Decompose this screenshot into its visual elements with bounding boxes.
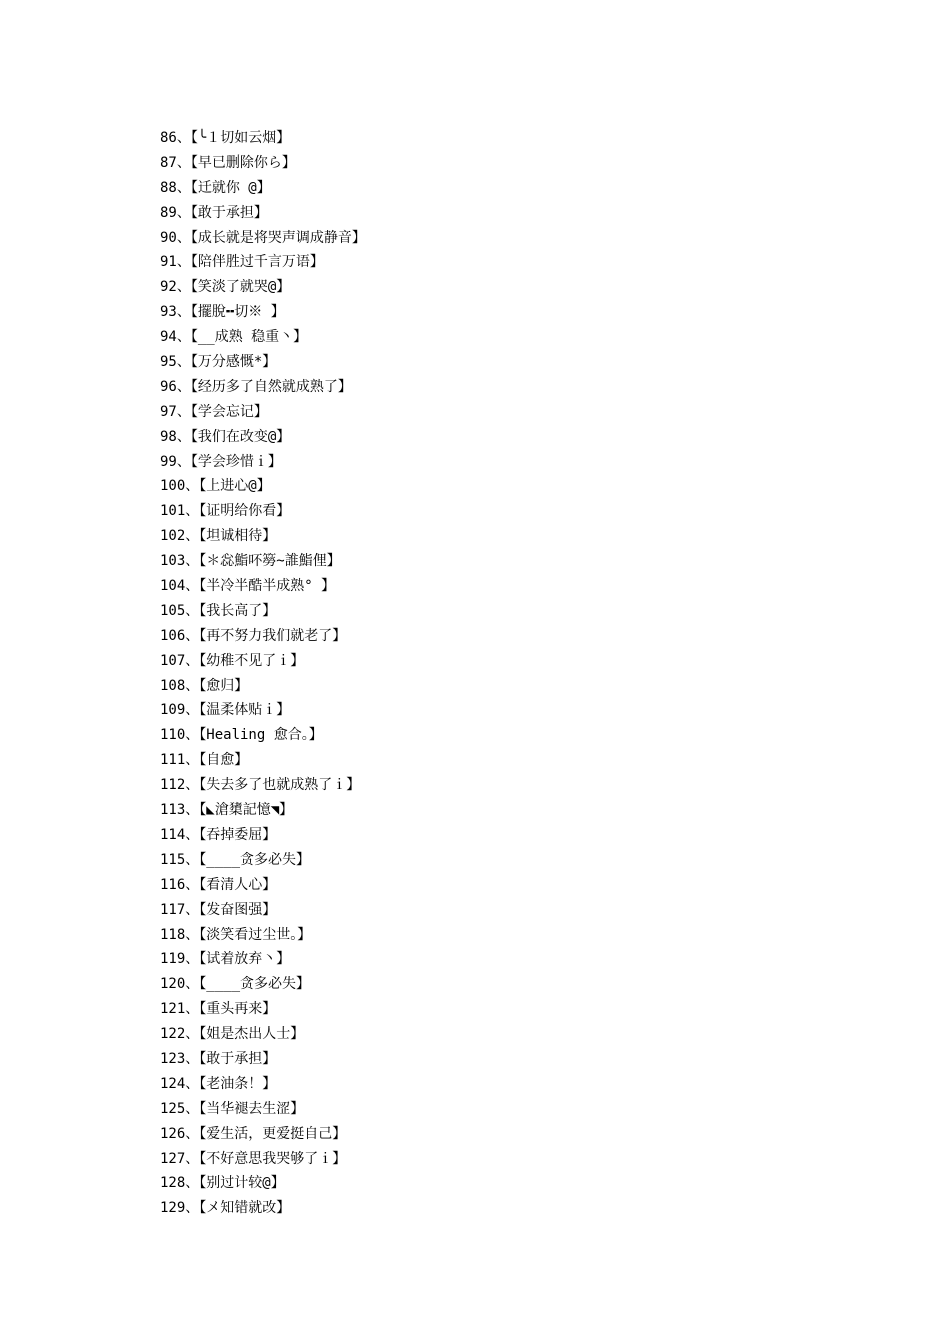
list-item: 95、【万分感慨*】	[160, 354, 277, 371]
list-item: 90、【成长就是将哭声调成静音】	[160, 229, 366, 246]
list-item: 87、【早已删除你ら】	[160, 154, 296, 171]
list-item: 100、【上进心@】	[160, 478, 271, 495]
list-item: 119、【试着放弃丶】	[160, 951, 291, 968]
list-item: 106、【再不努力我们就老了】	[160, 627, 347, 644]
list-item: 122、【姐是杰出人士】	[160, 1026, 305, 1043]
list-item: 102、【坦诚相待】	[160, 528, 277, 545]
list-item: 128、【别过计较@】	[160, 1175, 285, 1192]
list-item: 108、【愈归】	[160, 677, 249, 694]
list-item: 114、【吞掉委屈】	[160, 826, 277, 843]
list-item: 107、【幼稚不见了ｉ】	[160, 652, 305, 669]
list-item: 98、【我们在改变@】	[160, 428, 291, 445]
list-item: 110、【Healing 愈合。】	[160, 727, 323, 744]
list-item: 96、【经历多了自然就成熟了】	[160, 378, 352, 395]
list-item: 99、【学会珍惜ｉ】	[160, 453, 282, 470]
list-item: 116、【看清人心】	[160, 876, 277, 893]
list-item: 124、【老油条！】	[160, 1075, 277, 1092]
list-item: 88、【迁就你 @】	[160, 179, 271, 196]
list-item: 113、【◣滄橥記憶◥】	[160, 802, 294, 819]
numbered-list	[160, 126, 366, 1221]
list-item: 118、【淡笑看过尘世。】	[160, 926, 312, 943]
list-item: 97、【学会忘记】	[160, 403, 268, 420]
list-item: 86、【╰１切如云烟】	[160, 130, 291, 146]
list-item: 109、【温柔体贴ｉ】	[160, 702, 291, 719]
list-item: 91、【陪伴胜过千言万语】	[160, 254, 324, 271]
list-item: 105、【我长高了】	[160, 602, 277, 619]
list-item: 129、【メ知错就改】	[160, 1200, 291, 1217]
list-item: 115、【____贪多必失】	[160, 851, 311, 868]
list-item: 94、【__成熟 稳重丶】	[160, 329, 308, 346]
list-item: 112、【失去多了也就成熟了ｉ】	[160, 777, 361, 794]
list-item: 120、【____贪多必失】	[160, 976, 311, 993]
list-item: 117、【发奋图强】	[160, 901, 277, 918]
list-item: 123、【敢于承担】	[160, 1050, 277, 1067]
list-item: 103、【＊惢鮨吥簩~誰鮨俚】	[160, 553, 341, 570]
list-item: 89、【敢于承担】	[160, 204, 268, 221]
list-item: 93、【擺脫╍切※ 】	[160, 304, 285, 321]
list-item: 127、【不好意思我哭够了ｉ】	[160, 1150, 347, 1167]
list-item: 125、【当华褪去生涩】	[160, 1100, 305, 1117]
list-item: 126、【爱生活，更爱挺自己】	[160, 1125, 347, 1142]
list-item: 92、【笑淡了就哭@】	[160, 279, 291, 296]
list-item: 111、【自愈】	[160, 752, 249, 769]
list-item: 121、【重头再来】	[160, 1001, 277, 1018]
list-item: 104、【半冷半酷半成熟° 】	[160, 578, 336, 595]
list-item: 101、【证明给你看】	[160, 503, 291, 520]
